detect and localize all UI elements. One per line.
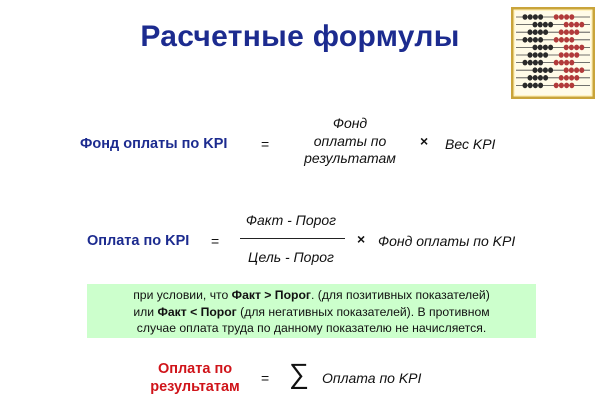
abacus-bead [579,45,584,51]
abacus-bead [538,14,543,20]
abacus-bead [543,45,548,51]
abacus-bead [559,29,564,35]
abacus-bead [533,45,538,51]
abacus-bead [533,52,538,58]
abacus-bead [559,75,564,81]
formula1-equals: = [261,136,270,152]
abacus-bead [528,37,533,43]
abacus-bead [564,83,569,89]
abacus-bead [569,67,574,73]
abacus-bead [564,22,569,28]
abacus-bead [543,52,548,58]
abacus-bead [543,29,548,35]
formula3-equals: = [261,370,270,386]
abacus-bead [548,67,553,73]
abacus-bead [564,14,569,20]
abacus-bead [579,67,584,73]
abacus-bead [538,75,543,81]
abacus-bead [528,29,533,35]
abacus-bead [543,75,548,81]
abacus-bead [548,45,553,51]
formula3-payment: Оплата по KPI [322,370,422,386]
abacus-bead [564,75,569,81]
formula1-times: × [420,133,429,149]
abacus-bead [569,83,574,89]
abacus-bead [574,67,579,73]
abacus-bead [538,29,543,35]
sigma-symbol: ∑ [289,358,309,389]
abacus-bead [533,67,538,73]
abacus-bead [538,45,543,51]
formula1-fund-line3: результатам [304,150,396,166]
abacus-bead [543,67,548,73]
formula1-fund-line1: Фонд [332,115,368,131]
abacus-bead [538,83,543,89]
abacus-bead [548,22,553,28]
formula1-fund-term [290,115,410,168]
abacus-bead [528,60,533,66]
abacus-bead [533,37,538,43]
abacus-bead [538,37,543,43]
abacus-bead [554,83,559,89]
abacus-bead [564,37,569,43]
abacus-bead [523,83,528,89]
abacus-bead [569,22,574,28]
formula2-equals: = [211,233,220,249]
formula2-numerator: Факт - Порог [245,212,337,228]
abacus-bead [533,14,538,20]
abacus-bead [523,37,528,43]
formula3-left-term: Оплата по результатам [150,361,240,395]
abacus-bead [569,45,574,51]
formula1-weight: Вес KPI [445,136,496,152]
formula2-times: × [357,231,366,247]
abacus-bead [554,14,559,20]
abacus-bead [523,60,528,66]
formula2-denominator: Цель - Порог [248,249,334,265]
abacus-bead [528,14,533,20]
abacus-bead [569,29,574,35]
abacus-bead [564,29,569,35]
abacus-bead [574,75,579,81]
abacus-bead [564,60,569,66]
abacus-bead [559,37,564,43]
abacus-bead [574,29,579,35]
abacus-bead [528,52,533,58]
abacus-bead [559,60,564,66]
abacus-bead [559,52,564,58]
abacus-bead [574,52,579,58]
abacus-bead [523,14,528,20]
abacus-bead [574,45,579,51]
abacus-bead [533,22,538,28]
abacus-bead [528,75,533,81]
formula2-fraction-line [240,238,345,239]
abacus-bead [574,22,579,28]
abacus-icon [511,7,595,99]
abacus-bead [533,83,538,89]
abacus-bead [569,52,574,58]
abacus-bead [533,29,538,35]
condition-note [87,284,536,338]
formula1-left-term: Фонд оплаты по KPI [80,136,228,152]
abacus-bead [569,14,574,20]
abacus-bead [554,37,559,43]
abacus-bead [533,60,538,66]
abacus-bead [559,83,564,89]
abacus-bead [538,52,543,58]
abacus-bead [538,60,543,66]
abacus-bead [559,14,564,20]
abacus-bead [543,22,548,28]
formula1-fund-line2: оплаты по [313,132,387,149]
abacus-bead [538,67,543,73]
abacus-bead [569,75,574,81]
abacus-bead [569,60,574,66]
abacus-bead [564,45,569,51]
formula2-left-term: Оплата по KPI [87,233,190,249]
abacus-bead [533,75,538,81]
abacus-bead [554,60,559,66]
abacus-bead [579,22,584,28]
abacus-bead [569,37,574,43]
abacus-bead [564,67,569,73]
condition-line1: при условии, что Факт > Порог. (для позитивных показателей) [133,288,490,302]
page-title: Расчетные формулы [140,20,460,53]
abacus-bead [538,22,543,28]
abacus-bead [528,83,533,89]
formula2-fund: Фонд оплаты по KPI [378,233,516,249]
abacus-bead [564,52,569,58]
condition-line2: или Факт < Порог (для негативных показателей). В противном [133,304,490,319]
condition-line3: случае оплата труда по данному показателю не начисляется. [136,321,487,335]
